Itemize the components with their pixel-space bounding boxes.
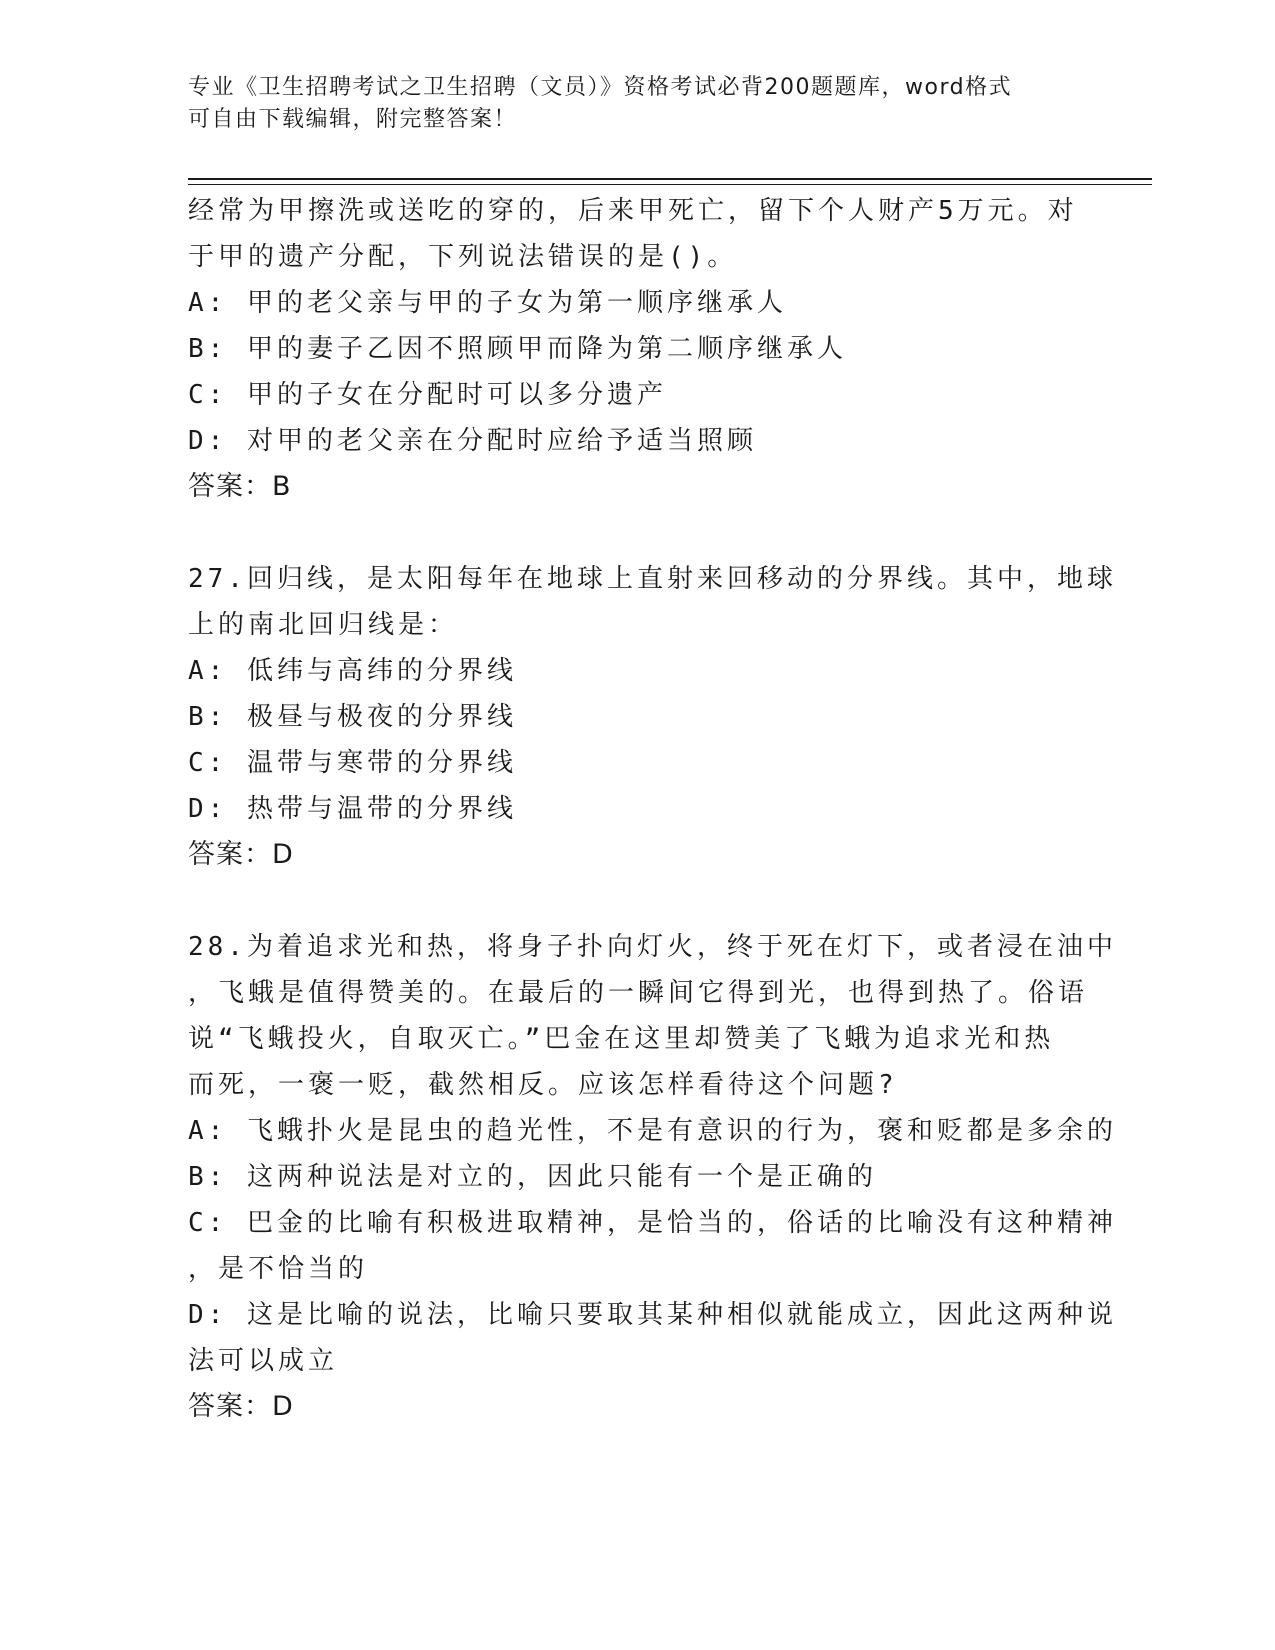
- question-stem-line: 说“飞蛾投火，自取灭亡。”巴金在这里却赞美了飞蛾为追求光和热: [188, 1024, 1055, 1054]
- option-c-continued: ，是不恰当的: [188, 1254, 369, 1284]
- option-a: A: 甲的老父亲与甲的子女为第一顺序继承人: [188, 288, 787, 318]
- answer-label: 答案：D: [188, 1391, 294, 1422]
- header-line-2: 可自由下载编辑，附完整答案！: [188, 107, 518, 132]
- question-stem-line: 上的南北回归线是：: [188, 610, 459, 640]
- option-b: B: 甲的妻子乙因不照顾甲而降为第二顺序继承人: [188, 334, 847, 364]
- document-body: [188, 188, 1117, 1430]
- question-stem-line: 于甲的遗产分配，下列说法错误的是()。: [188, 242, 738, 272]
- page-header: [188, 72, 1088, 136]
- question-stem-line: 而死，一褒一贬，截然相反。应该怎样看待这个问题?: [188, 1070, 898, 1100]
- option-c: C: 温带与寒带的分界线: [188, 748, 517, 778]
- option-d: D: 这是比喻的说法，比喻只要取其某种相似就能成立，因此这两种说: [188, 1300, 1117, 1330]
- option-d: D: 对甲的老父亲在分配时应给予适当照顾: [188, 426, 757, 456]
- option-d-continued: 法可以成立: [188, 1346, 339, 1376]
- answer-label: 答案：D: [188, 839, 294, 870]
- answer-label: 答案：B: [188, 471, 292, 502]
- spacer: [188, 510, 1088, 556]
- question-stem-line: 经常为甲擦洗或送吃的穿的，后来甲死亡，留下个人财产5万元。对: [188, 196, 1078, 226]
- question-stem-line: 28.为着追求光和热，将身子扑向灯火，终于死在灯下，或者浸在油中: [188, 932, 1117, 962]
- header-divider-thin: [188, 184, 1152, 185]
- question-stem-line: 27.回归线，是太阳每年在地球上直射来回移动的分界线。其中，地球: [188, 564, 1117, 594]
- question-26: [188, 188, 1088, 510]
- option-c: C: 甲的子女在分配时可以多分遗产: [188, 380, 667, 410]
- question-stem-line: ，飞蛾是值得赞美的。在最后的一瞬间它得到光，也得到热了。俗语: [188, 978, 1089, 1008]
- question-28: [188, 924, 1117, 1430]
- question-27: [188, 556, 1117, 878]
- option-a: A: 飞蛾扑火是昆虫的趋光性，不是有意识的行为，褒和贬都是多余的: [188, 1116, 1117, 1146]
- option-b: B: 极昼与极夜的分界线: [188, 702, 517, 732]
- option-a: A: 低纬与高纬的分界线: [188, 656, 517, 686]
- spacer: [188, 878, 1088, 924]
- header-line-1: 专业《卫生招聘考试之卫生招聘（文员）》资格考试必背200题题库，word格式: [188, 75, 1013, 100]
- option-b: B: 这两种说法是对立的，因此只能有一个是正确的: [188, 1162, 877, 1192]
- header-divider-thick: [188, 178, 1152, 180]
- option-d: D: 热带与温带的分界线: [188, 794, 517, 824]
- option-c: C: 巴金的比喻有积极进取精神，是恰当的，俗话的比喻没有这种精神: [188, 1208, 1117, 1238]
